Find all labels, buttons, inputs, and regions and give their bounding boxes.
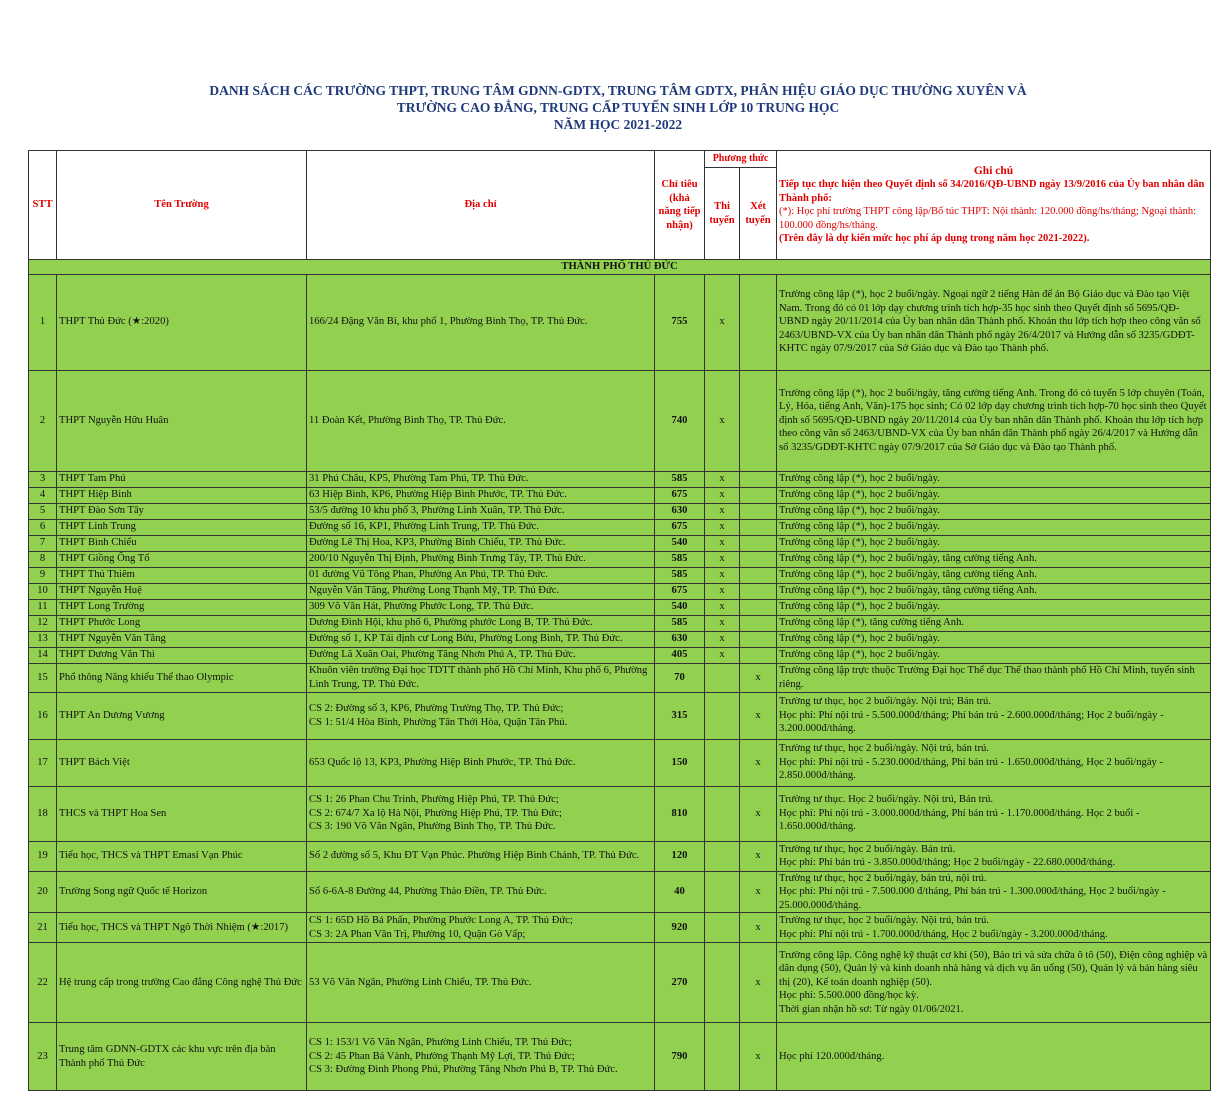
row-exam-mark: x: [705, 615, 740, 631]
row-school-name: Tiểu học, THCS và THPT Emasi Vạn Phúc: [57, 841, 307, 871]
row-exam-mark: [705, 663, 740, 692]
row-note: Trường tư thục, học 2 buổi/ngày. Nội trú, bán trú. Học phí: Phí nội trú - 5.230.000đ/tháng, Phí bán trú - 1.650.000đ/tháng, Học 2 buổi/ngày - 2.850.000đ/tháng.: [777, 739, 1211, 786]
header-name: Tên Trường: [57, 151, 307, 260]
table-row: [29, 471, 1211, 487]
row-stt: 7: [29, 535, 57, 551]
table-row: [29, 535, 1211, 551]
row-address: Đường số 16, KP1, Phường Linh Trung, TP. Thủ Đức.: [307, 519, 655, 535]
table-row: [29, 599, 1211, 615]
row-exam-mark: x: [705, 631, 740, 647]
header-note-line-3: (Trên đây là dự kiến mức học phí áp dụng trong năm học 2021-2022).: [779, 233, 1090, 244]
row-quota: 70: [655, 663, 705, 692]
table-row: [29, 551, 1211, 567]
row-review-mark: [740, 615, 777, 631]
row-quota: 810: [655, 786, 705, 841]
row-review-mark: [740, 519, 777, 535]
table-row: [29, 739, 1211, 786]
row-note: Trường công lập (*), học 2 buổi/ngày.: [777, 487, 1211, 503]
row-stt: 9: [29, 567, 57, 583]
row-review-mark: [740, 647, 777, 663]
row-school-name: THPT Thủ Thiêm: [57, 567, 307, 583]
section-title: THÀNH PHỐ THỦ ĐỨC: [29, 260, 1211, 275]
row-address: Số 6-6A-8 Đường 44, Phường Thảo Điền, TP. Thủ Đức.: [307, 871, 655, 913]
row-note: Trường công lập (*), học 2 buổi/ngày.: [777, 471, 1211, 487]
row-stt: 23: [29, 1023, 57, 1091]
row-stt: 10: [29, 583, 57, 599]
row-address: CS 1: 26 Phan Chu Trinh, Phường Hiệp Phú, TP. Thủ Đức; CS 2: 674/7 Xa lộ Hà Nội, Phường Hiệp Phú, TP. Thủ Đức; CS 3: 190 Võ Văn Ngân, Phường Bình Thọ, TP. Thủ Đức.: [307, 786, 655, 841]
row-quota: 40: [655, 871, 705, 913]
row-note: Trường tư thục, học 2 buổi/ngày. Bán trú. Học phí: Phí bán trú - 3.850.000đ/tháng; Học 2 buổi/ngày - 22.680.000đ/tháng.: [777, 841, 1211, 871]
row-school-name: THCS và THPT Hoa Sen: [57, 786, 307, 841]
row-review-mark: [740, 599, 777, 615]
row-address: 200/10 Nguyễn Thị Định, Phường Bình Trưng Tây, TP. Thủ Đức.: [307, 551, 655, 567]
title-line-1: DANH SÁCH CÁC TRƯỜNG THPT, TRUNG TÂM GDNN-GDTX, TRUNG TÂM GDTX, PHÂN HIỆU GIÁO DỤC THƯỜNG XUYÊN VÀ: [209, 83, 1027, 98]
row-address: 653 Quốc lộ 13, KP3, Phường Hiệp Bình Phước, TP. Thủ Đức.: [307, 739, 655, 786]
row-note: Học phí 120.000đ/tháng.: [777, 1023, 1211, 1091]
row-address: Dương Đình Hội, khu phố 6, Phường phước Long B, TP. Thủ Đức.: [307, 615, 655, 631]
row-quota: 675: [655, 487, 705, 503]
row-stt: 22: [29, 943, 57, 1023]
row-exam-mark: x: [705, 519, 740, 535]
row-quota: 270: [655, 943, 705, 1023]
header-method: Phương thức: [705, 151, 777, 168]
row-school-name: THPT Bình Chiểu: [57, 535, 307, 551]
row-stt: 2: [29, 370, 57, 471]
row-note: Trường công lập (*), học 2 buổi/ngày, tăng cường tiếng Anh.: [777, 551, 1211, 567]
table-row: [29, 692, 1211, 739]
row-note: Trường công lập. Công nghệ kỹ thuật cơ khí (50), Bảo trì và sửa chữa ô tô (50), Điện công nghiệp và dân dụng (50), Quản lý và kinh doanh nhà hàng và dịch vụ ăn uống (50), Quản lý và bán hàng siêu thị (20), Kế toán doanh nghiệp (50). Học phí: 5.500.000 đồng/học kỳ. Thời gian nhận hồ sơ: Từ ngày 01/06/2021.: [777, 943, 1211, 1023]
row-school-name: THPT Long Trường: [57, 599, 307, 615]
row-exam-mark: x: [705, 647, 740, 663]
row-review-mark: [740, 503, 777, 519]
document-title: [0, 82, 1220, 133]
row-address: CS 1: 65D Hồ Bá Phấn, Phường Phước Long A, TP. Thủ Đức; CS 3: 2A Phan Văn Trị, Phường 10, Quận Gò Vấp;: [307, 913, 655, 943]
row-school-name: THPT Dương Văn Thì: [57, 647, 307, 663]
row-review-mark: [740, 487, 777, 503]
row-quota: 790: [655, 1023, 705, 1091]
row-stt: 21: [29, 913, 57, 943]
row-review-mark: [740, 370, 777, 471]
row-address: 31 Phú Châu, KP5, Phường Tam Phú, TP. Thủ Đức.: [307, 471, 655, 487]
table-row: [29, 1023, 1211, 1091]
row-exam-mark: [705, 739, 740, 786]
row-address: Nguyễn Văn Tăng, Phường Long Thạnh Mỹ, TP. Thủ Đức.: [307, 583, 655, 599]
row-address: CS 2: Đường số 3, KP6, Phường Trường Thọ, TP. Thủ Đức; CS 1: 51/4 Hòa Bình, Phường Tân Thới Hòa, Quận Tân Phú.: [307, 692, 655, 739]
row-address: 166/24 Đặng Văn Bi, khu phố 1, Phường Bình Thọ, TP. Thủ Đức.: [307, 274, 655, 370]
row-school-name: THPT Giồng Ông Tố: [57, 551, 307, 567]
row-address: Đường Lã Xuân Oai, Phường Tăng Nhơn Phú A, TP. Thủ Đức.: [307, 647, 655, 663]
row-quota: 120: [655, 841, 705, 871]
row-review-mark: x: [740, 739, 777, 786]
row-exam-mark: [705, 913, 740, 943]
row-address: 01 đường Vũ Tông Phan, Phường An Phú, TP. Thủ Đức.: [307, 567, 655, 583]
row-note: Trường công lập (*), học 2 buổi/ngày. Ngoại ngữ 2 tiếng Hàn để án Bộ Giáo dục và Đào tạo Việt Nam. Trong đó có 01 lớp dạy chương trình tích hợp-35 học sinh theo Quyết định số 5695/QĐ-UBND ngày 20/11/2014 của Ủy ban nhân dân Thành phố. Khoản thu lớp tích hợp theo công văn số 2463/UBND-VX của Ủy ban nhân dân Thành phố ngày 26/4/2017 và Hướng dẫn số 3235/GDĐT-KHTC ngày 07/9/2017 của Sở Giáo dục và Đào tạo Thành phố.: [777, 274, 1211, 370]
row-exam-mark: x: [705, 551, 740, 567]
row-stt: 19: [29, 841, 57, 871]
table-row: [29, 370, 1211, 471]
header-note: [777, 151, 1211, 260]
row-exam-mark: x: [705, 583, 740, 599]
row-review-mark: [740, 631, 777, 647]
row-review-mark: x: [740, 692, 777, 739]
row-address: Số 2 đường số 5, Khu ĐT Vạn Phúc. Phường Hiệp Bình Chánh, TP. Thủ Đức.: [307, 841, 655, 871]
section-row: [29, 260, 1211, 275]
row-stt: 18: [29, 786, 57, 841]
row-exam-mark: [705, 786, 740, 841]
table-row: [29, 841, 1211, 871]
row-quota: 405: [655, 647, 705, 663]
row-review-mark: [740, 535, 777, 551]
row-quota: 675: [655, 519, 705, 535]
row-school-name: Phổ thông Năng khiếu Thể thao Olympic: [57, 663, 307, 692]
row-exam-mark: x: [705, 471, 740, 487]
row-address: Đường Lê Thị Hoa, KP3, Phường Bình Chiểu, TP. Thủ Đức.: [307, 535, 655, 551]
row-review-mark: x: [740, 871, 777, 913]
table-row: [29, 583, 1211, 599]
row-review-mark: [740, 471, 777, 487]
row-exam-mark: x: [705, 274, 740, 370]
header-quota: Chỉ tiêu (khả năng tiếp nhận): [655, 151, 705, 260]
row-note: Trường công lập (*), học 2 buổi/ngày.: [777, 535, 1211, 551]
row-quota: 755: [655, 274, 705, 370]
row-school-name: THPT Nguyễn Hữu Huân: [57, 370, 307, 471]
row-note: Trường công lập (*), học 2 buổi/ngày.: [777, 519, 1211, 535]
row-school-name: Trường Song ngữ Quốc tế Horizon: [57, 871, 307, 913]
row-exam-mark: x: [705, 503, 740, 519]
table-row: [29, 519, 1211, 535]
row-school-name: THPT Bách Việt: [57, 739, 307, 786]
row-address: 309 Võ Văn Hát, Phường Phước Long, TP. Thủ Đức.: [307, 599, 655, 615]
row-exam-mark: [705, 1023, 740, 1091]
row-address: Đường số 1, KP Tái định cư Long Bửu, Phường Long Bình, TP. Thủ Đức.: [307, 631, 655, 647]
row-note: Trường tư thục, học 2 buổi/ngày. Nội trú, bán trú. Học phí: Phí nội trú - 1.700.000đ/tháng, Học 2 buổi/ngày - 3.200.000đ/tháng.: [777, 913, 1211, 943]
row-stt: 16: [29, 692, 57, 739]
row-school-name: THPT Tam Phú: [57, 471, 307, 487]
row-note: Trường công lập (*), học 2 buổi/ngày, tăng cường tiếng Anh.: [777, 583, 1211, 599]
row-stt: 15: [29, 663, 57, 692]
row-review-mark: x: [740, 841, 777, 871]
table-row: [29, 503, 1211, 519]
row-stt: 5: [29, 503, 57, 519]
row-school-name: Hệ trung cấp trong trường Cao đẳng Công nghệ Thủ Đức: [57, 943, 307, 1023]
row-review-mark: [740, 567, 777, 583]
row-exam-mark: x: [705, 370, 740, 471]
row-quota: 315: [655, 692, 705, 739]
row-note: Trường công lập (*), học 2 buổi/ngày.: [777, 599, 1211, 615]
row-quota: 540: [655, 599, 705, 615]
row-quota: 585: [655, 471, 705, 487]
header-exam: Thi tuyển: [705, 168, 740, 260]
row-note: Trường công lập (*), học 2 buổi/ngày.: [777, 503, 1211, 519]
table-row: [29, 647, 1211, 663]
row-exam-mark: [705, 841, 740, 871]
row-review-mark: [740, 583, 777, 599]
header-note-line-1: Tiếp tục thực hiện theo Quyết định số 34/2016/QĐ-UBND ngày 13/9/2016 của Ủy ban nhân dân Thành phố:: [779, 179, 1205, 204]
row-school-name: THPT Linh Trung: [57, 519, 307, 535]
table-row: [29, 274, 1211, 370]
row-stt: 4: [29, 487, 57, 503]
row-quota: 585: [655, 567, 705, 583]
row-stt: 11: [29, 599, 57, 615]
row-school-name: Tiểu học, THCS và THPT Ngô Thời Nhiệm (★:2017): [57, 913, 307, 943]
row-review-mark: [740, 274, 777, 370]
row-note: Trường công lập (*), học 2 buổi/ngày.: [777, 647, 1211, 663]
row-note: Trường tư thục, học 2 buổi/ngày, bán trú, nội trú. Học phí: Phí nội trú - 7.500.000 đ/tháng, Phí bán trú - 1.300.000đ/tháng, Học 2 buổi/ngày - 25.000.000đ/tháng.: [777, 871, 1211, 913]
table-row: [29, 871, 1211, 913]
row-exam-mark: x: [705, 487, 740, 503]
row-exam-mark: [705, 871, 740, 913]
row-stt: 8: [29, 551, 57, 567]
row-stt: 17: [29, 739, 57, 786]
row-stt: 14: [29, 647, 57, 663]
row-address: 53 Võ Văn Ngân, Phường Linh Chiểu, TP. Thủ Đức.: [307, 943, 655, 1023]
row-note: Trường công lập (*), học 2 buổi/ngày.: [777, 631, 1211, 647]
row-exam-mark: x: [705, 535, 740, 551]
row-review-mark: x: [740, 1023, 777, 1091]
school-table: [28, 150, 1211, 1091]
row-quota: 540: [655, 535, 705, 551]
row-school-name: THPT Phước Long: [57, 615, 307, 631]
header-address: Địa chỉ: [307, 151, 655, 260]
row-quota: 585: [655, 551, 705, 567]
row-quota: 630: [655, 631, 705, 647]
row-address: 53/5 đường 10 khu phố 3, Phường Linh Xuân, TP. Thủ Đức.: [307, 503, 655, 519]
row-exam-mark: x: [705, 599, 740, 615]
row-note: Trường công lập (*), tăng cường tiếng Anh.: [777, 615, 1211, 631]
row-school-name: THPT Nguyễn Văn Tăng: [57, 631, 307, 647]
row-quota: 675: [655, 583, 705, 599]
header-note-line-2: (*): Học phí trường THPT công lập/Bổ túc THPT: Nội thành: 120.000 đồng/hs/tháng; Ngoại thành: 100.000 đồng/hs/tháng.: [779, 206, 1196, 231]
row-exam-mark: x: [705, 567, 740, 583]
header-stt: STT: [29, 151, 57, 260]
row-school-name: THPT Đào Sơn Tây: [57, 503, 307, 519]
row-school-name: THPT Hiệp Bình: [57, 487, 307, 503]
row-note: Trường công lập (*), học 2 buổi/ngày, tăng cường tiếng Anh. Trong đó có tuyển 5 lớp chuyên (Toán, Lý, Hóa, tiếng Anh, Văn)-175 học sinh; Có 02 lớp dạy chương trình tích hợp-70 học sinh theo Quyết định số 5695/QĐ-UBND ngày 20/11/2014 của Ủy ban nhân dân Thành phố. Khoản thu lớp tích hợp theo công văn số 2463/UBND-VX của Ủy ban nhân dân Thành phố ngày 26/4/2017 và Hướng dẫn số 3235/GDĐT-KHTC ngày 07/9/2017 của Sở Giáo dục và Đào tạo Thành phố.: [777, 370, 1211, 471]
table-row: [29, 913, 1211, 943]
row-stt: 3: [29, 471, 57, 487]
row-stt: 20: [29, 871, 57, 913]
row-quota: 920: [655, 913, 705, 943]
row-review-mark: x: [740, 943, 777, 1023]
table-row: [29, 631, 1211, 647]
row-school-name: THPT Thủ Đức (★:2020): [57, 274, 307, 370]
row-review-mark: x: [740, 663, 777, 692]
title-line-2: TRƯỜNG CAO ĐẲNG, TRUNG CẤP TUYỂN SINH LỚP 10 TRUNG HỌC: [396, 100, 840, 115]
table-row: [29, 786, 1211, 841]
row-school-name: Trung tâm GDNN-GDTX các khu vực trên địa bàn Thành phố Thủ Đức: [57, 1023, 307, 1091]
row-review-mark: x: [740, 913, 777, 943]
row-school-name: THPT Nguyễn Huệ: [57, 583, 307, 599]
row-quota: 150: [655, 739, 705, 786]
table-row: [29, 615, 1211, 631]
row-quota: 630: [655, 503, 705, 519]
row-review-mark: [740, 551, 777, 567]
row-note: Trường tư thục. Học 2 buổi/ngày. Nội trú, Bán trú. Học phí: Phí nội trú - 3.000.000đ/tháng, Phí bán trú - 1.170.000đ/tháng. Học 2 buổi - 1.650.000đ/tháng.: [777, 786, 1211, 841]
row-stt: 1: [29, 274, 57, 370]
row-address: CS 1: 153/1 Võ Văn Ngân, Phường Linh Chiểu, TP. Thủ Đức; CS 2: 45 Phan Bá Vành, Phường Thạnh Mỹ Lợi, TP. Thủ Đức; CS 3: Đường Đình Phong Phú, Phường Tăng Nhơn Phú B, TP. Thủ Đức.: [307, 1023, 655, 1091]
table-header-row: [29, 151, 1211, 168]
row-exam-mark: [705, 692, 740, 739]
row-note: Trường tư thục, học 2 buổi/ngày. Nội trú; Bán trú. Học phí: Phí nội trú - 5.500.000đ/tháng; Phí bán trú - 2.600.000đ/tháng; Học 2 buổi/ngày - 3.200.000đ/tháng.: [777, 692, 1211, 739]
table-row: [29, 567, 1211, 583]
header-review: Xét tuyển: [740, 168, 777, 260]
row-note: Trường công lập trực thuộc Trường Đại học Thể dục Thể thao thành phố Hồ Chí Minh, tuyển sinh riêng.: [777, 663, 1211, 692]
row-quota: 585: [655, 615, 705, 631]
title-line-3: NĂM HỌC 2021-2022: [553, 117, 683, 132]
row-exam-mark: [705, 943, 740, 1023]
table-row: [29, 487, 1211, 503]
row-review-mark: x: [740, 786, 777, 841]
row-school-name: THPT An Dương Vương: [57, 692, 307, 739]
row-stt: 12: [29, 615, 57, 631]
row-address: Khuôn viên trường Đại học TDTT thành phố Hồ Chí Minh, Khu phố 6, Phường Linh Trung, TP. Thủ Đức.: [307, 663, 655, 692]
row-address: 63 Hiệp Bình, KP6, Phường Hiệp Bình Phước, TP. Thủ Đức.: [307, 487, 655, 503]
table-row: [29, 663, 1211, 692]
row-address: 11 Đoàn Kết, Phường Bình Thọ, TP. Thủ Đức.: [307, 370, 655, 471]
row-stt: 13: [29, 631, 57, 647]
row-stt: 6: [29, 519, 57, 535]
row-quota: 740: [655, 370, 705, 471]
header-note-title: Ghi chú: [973, 164, 1014, 177]
table-row: [29, 943, 1211, 1023]
row-note: Trường công lập (*), học 2 buổi/ngày, tăng cường tiếng Anh.: [777, 567, 1211, 583]
